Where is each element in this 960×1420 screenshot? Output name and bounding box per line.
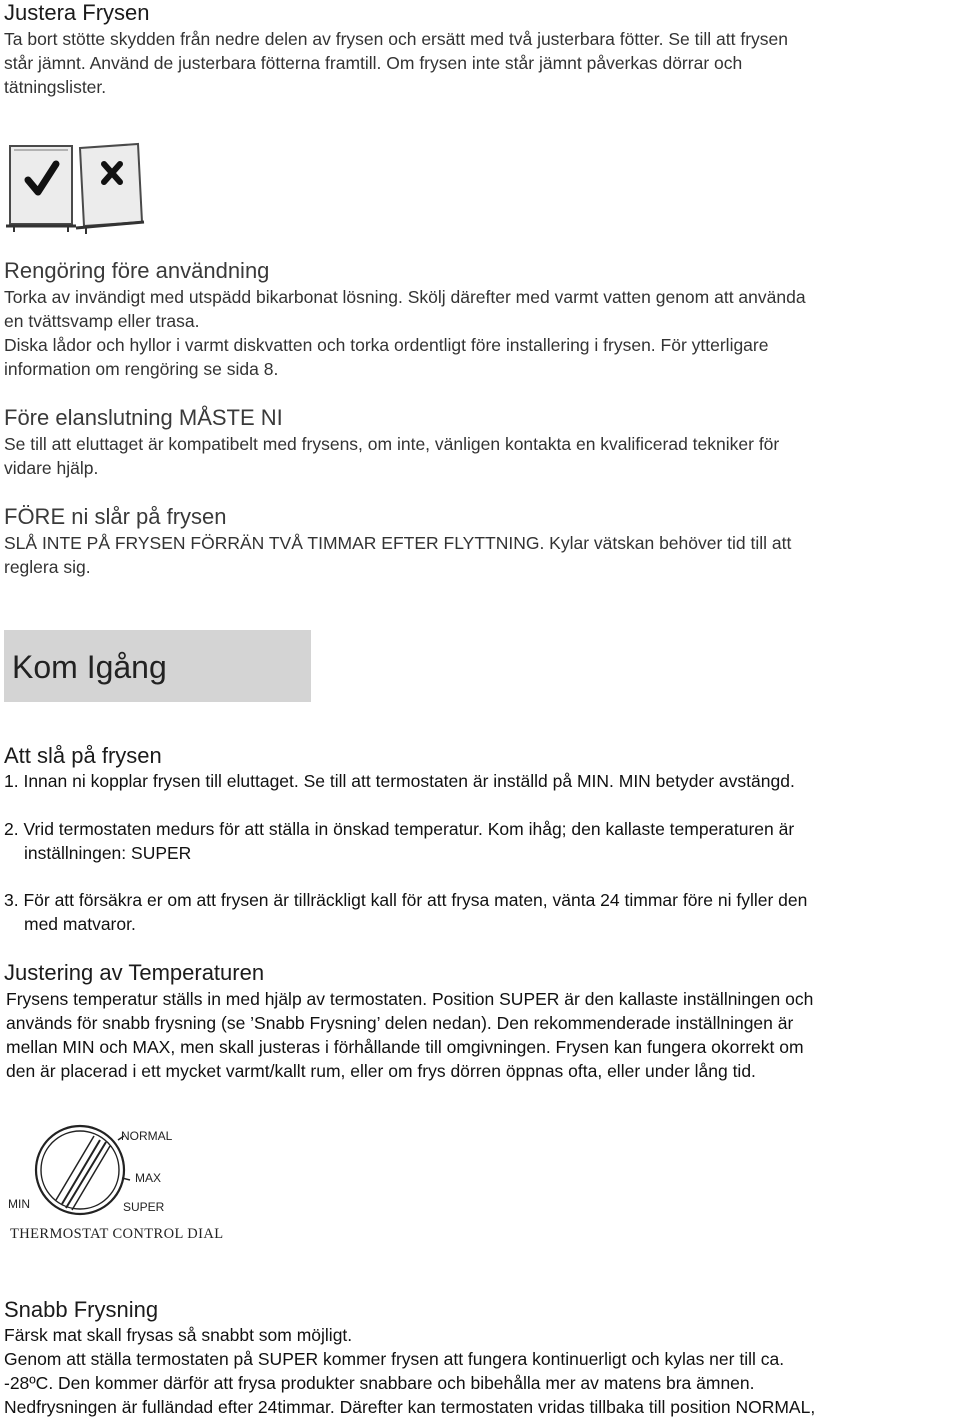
text-line: 1. Innan ni kopplar frysen till eluttaget. Se till att termostaten är inställd på MIN. MIN betyder avstängd. [4,771,795,791]
text-line: Ta bort stötte skydden från nedre delen av frysen och ersätt med två justerbara fötter. Se till att frysen [4,29,789,49]
thermostat-dial-illustration [4,1122,266,1246]
heading-elanslutning: Före elanslutning MÅSTE NI [4,405,283,430]
text-line: 2. Vrid termostaten medurs för att ställa in önskad temperatur. Kom ihåg; den kallaste temperaturen är [4,819,795,839]
dial-caption: THERMOSTAT CONTROL DIAL [10,1226,224,1242]
heading-fore: FÖRE ni slår på frysen [4,504,227,529]
tilted-freezer-figure [76,144,144,234]
text-line: den är placerad i ett mycket varmt/kallt rum, eller om frys dörren öppnas ofta, eller under lång tid. [6,1061,756,1081]
heading-snabb: Snabb Frysning [4,1297,159,1322]
text-line: Genom att ställa termostaten på SUPER kommer frysen att fungera kontinuerligt och kylas ner till ca. [4,1349,785,1369]
dial-label-normal: NORMAL [121,1129,173,1143]
text-line: en tvättsvamp eller trasa. [4,311,200,331]
paragraph-snabb [4,1323,959,1419]
section-banner-title: Kom Igång [12,649,167,685]
paragraph-elanslutning [4,432,954,480]
text-line: inställningen: SUPER [24,843,192,863]
dial-label-min: MIN [8,1197,30,1211]
text-line: Se till att eluttaget är kompatibelt med frysens, om inte, vänligen kontakta en kvalificerad tekniker för [4,434,780,454]
dial-label-max: MAX [135,1171,162,1185]
paragraph-justera [4,27,954,99]
heading-temperatur: Justering av Temperaturen [4,960,265,985]
text-line: Diska lådor och hyllor i varmt diskvatten och torka ordentligt före installering i frysen. För ytterligare [4,335,769,355]
heading-rengoring: Rengöring före användning [4,258,270,283]
text-line: reglera sig. [4,557,91,577]
dial-label-super: SUPER [123,1200,165,1214]
text-line: information om rengöring se sida 8. [4,359,279,379]
text-line: tätningslister. [4,77,107,97]
text-line: mellan MIN och MAX, men skall justeras i förhållande till omgivningen. Frysen kan fungera okorrekt om [6,1037,804,1057]
text-line: används för snabb frysning (se ’Snabb Frysning’ delen nedan). Den rekommenderade inställningen är [6,1013,794,1033]
text-line: Nedfrysningen är fulländad efter 24timmar. Därefter kan termostaten vridas tillbaka till position NORMAL, [4,1397,816,1417]
paragraph-temperatur [6,987,958,1083]
text-line: SLÅ INTE PÅ FRYSEN FÖRRÄN TVÅ TIMMAR EFTER FLYTTNING. Kylar vätskan behöver tid till att [4,533,792,553]
list-item [4,817,954,865]
text-line: 3. För att försäkra er om att frysen är tillräckligt kall för att frysa maten, vänta 24 timmar före ni fyller den [4,890,808,910]
thermostat-dial-icon [36,1126,130,1214]
text-line: står jämnt. Använd de justerbara fötterna framtill. Om frysen inte står jämnt påverkas dörrar och [4,53,743,73]
text-line: Torka av invändigt med utspädd bikarbonat lösning. Skölj därefter med varmt vatten genom att använda [4,287,806,307]
text-line: -28ºC. Den kommer därför att frysa produkter snabbare och bibehålla mer av matens bra ämnen. [4,1373,755,1393]
list-item [4,769,960,793]
text-line: Färsk mat skall frysas så snabbt som möjligt. [4,1325,353,1345]
text-line: med matvaror. [24,914,136,934]
heading-sla-pa: Att slå på frysen [4,743,162,768]
freezer-level-illustration [6,142,146,234]
paragraph-fore [4,531,954,579]
list-item [4,888,959,936]
text-line: Frysens temperatur ställs in med hjälp av termostaten. Position SUPER är den kallaste inställningen och [6,989,814,1009]
heading-justera: Justera Frysen [4,0,150,25]
text-line: vidare hjälp. [4,458,99,478]
paragraph-rengoring [4,285,959,381]
